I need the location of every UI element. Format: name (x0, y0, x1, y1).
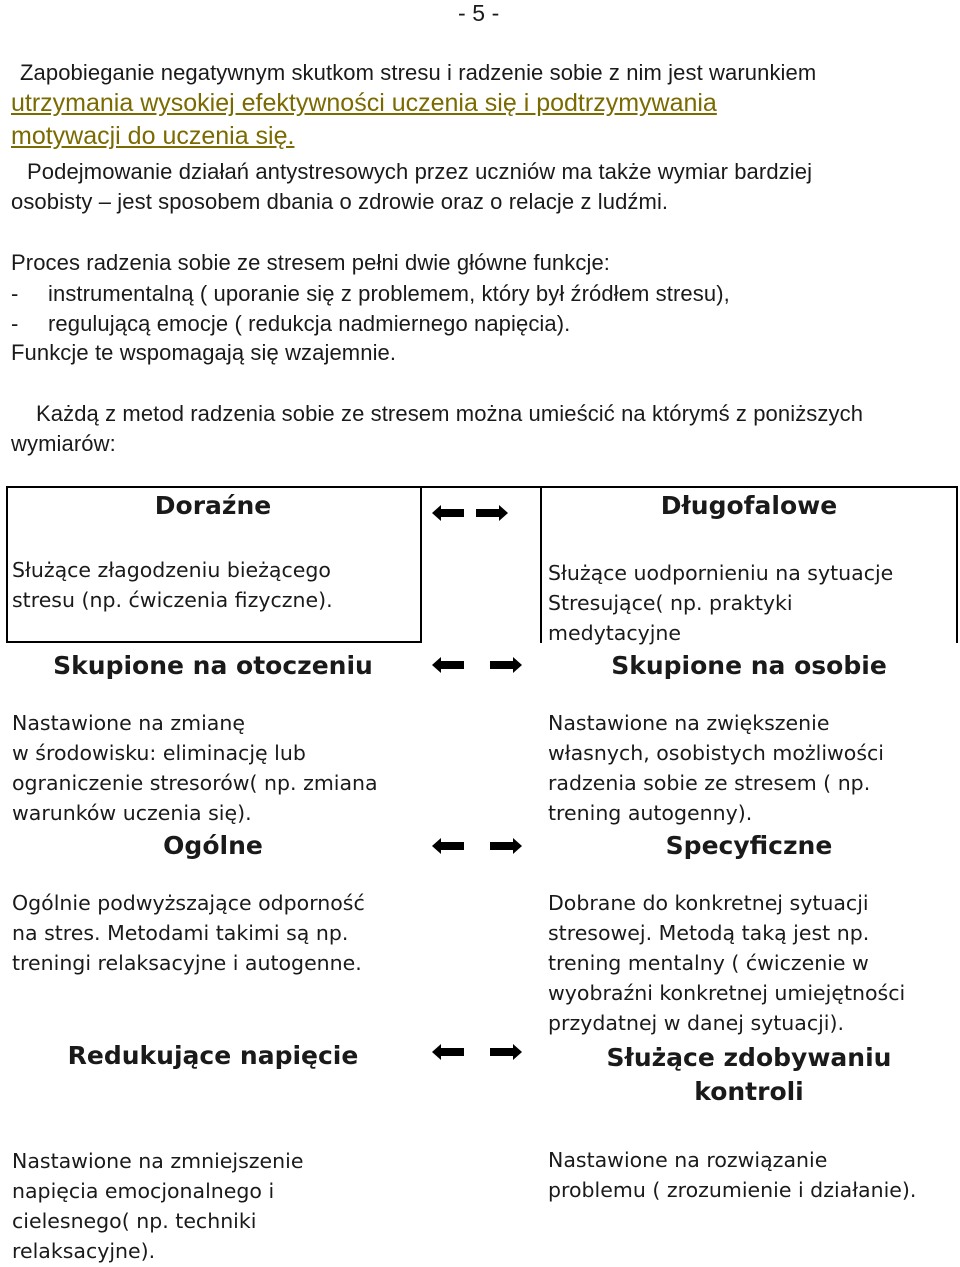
functions-closing: Funkcje te wspomagają się wzajemnie. (11, 340, 397, 365)
row-3-left-desc-line-1: Ogólnie podwyższające odporność (12, 891, 365, 915)
row-4-left-desc-line-3: cielesnego( np. techniki (12, 1209, 257, 1233)
arrow-right-icon (476, 505, 508, 521)
arrow-left-icon (432, 505, 464, 521)
arrow-right-icon (490, 838, 522, 854)
intro-line-4: osobisty – jest sposobem dbania o zdrowie oraz o relacje z ludźmi. (11, 189, 669, 214)
row-2-left-desc-line-1: Nastawione na zmianę (12, 711, 245, 735)
row-3-right-desc-line-4: wyobraźni konkretnej umiejętności (548, 981, 906, 1005)
row-1-left-desc-line-2: stresu (np. ćwiczenia fizyczne). (12, 588, 333, 612)
table-right-border (956, 486, 958, 643)
row-4-left-desc-line-4: relaksacyjne). (12, 1239, 156, 1263)
row-4-left-desc-line-2: napięcia emocjonalnego i (12, 1179, 275, 1203)
row-1-right-desc-line-1: Służące uodpornieniu na sytuacje (548, 561, 894, 585)
arrow-left-icon (432, 838, 464, 854)
row-3-right-desc-line-2: stresowej. Metodą taką jest np. (548, 921, 870, 945)
row-2-left-desc-line-3: ograniczenie stresorów( np. zmiana (12, 771, 378, 795)
arrow-right-icon (490, 1044, 522, 1060)
row-4-right-title: Służące zdobywaniu kontroli (606, 1043, 892, 1106)
row-2-left-title: Skupione na otoczeniu (53, 651, 373, 680)
arrow-left-icon (432, 1044, 464, 1060)
arrow-left-icon (432, 657, 464, 673)
row-3-left-desc-line-2: na stres. Metodami takimi są np. (12, 921, 349, 945)
row-1-right-title: Długofalowe (660, 491, 838, 520)
table-mid-border-left (420, 486, 422, 643)
row-2-right-desc-line-4: trening autogenny). (548, 801, 753, 825)
table-mid-border-right (540, 486, 542, 643)
table-row-divider (6, 641, 422, 643)
row-2-left-desc-line-4: warunków uczenia się). (12, 801, 252, 825)
row-4-left-title: Redukujące napięcie (67, 1041, 359, 1070)
row-3-right-desc-line-5: przydatnej w danej sytuacji). (548, 1011, 845, 1035)
arrow-right-icon (490, 657, 522, 673)
table-left-border (6, 486, 8, 643)
row-2-right-desc-line-2: własnych, osobistych możliwości (548, 741, 884, 765)
row-1-right-desc-line-3: medytacyjne (548, 621, 682, 645)
row-1-left-desc-line-1: Służące złagodzeniu bieżącego (12, 558, 331, 582)
row-1-left-title: Doraźne (154, 491, 272, 520)
functions-item-1: instrumentalną ( uporanie się z problemem, który był źródłem stresu), (48, 281, 730, 306)
dimensions-intro-line-2: wymiarów: (11, 431, 116, 456)
row-3-right-desc-line-1: Dobrane do konkretnej sytuacji (548, 891, 869, 915)
row-3-right-title: Specyficzne (665, 831, 833, 860)
row-4-right-desc-line-2: problemu ( zrozumienie i działanie). (548, 1178, 917, 1202)
table-top-border (6, 486, 958, 488)
row-2-right-desc-line-3: radzenia sobie ze stresem ( np. (548, 771, 871, 795)
functions-bullet-2: - (11, 311, 19, 336)
intro-line-1: Zapobieganie negatywnym skutkom stresu i radzenie sobie z nim jest warunkiem (20, 60, 817, 85)
functions-lead: Proces radzenia sobie ze stresem pełni dwie główne funkcje: (11, 250, 610, 275)
row-1-right-desc-line-2: Stresujące( np. praktyki (548, 591, 793, 615)
row-2-left-desc-line-2: w środowisku: eliminację lub (12, 741, 306, 765)
intro-line-3: Podejmowanie działań antystresowych przez uczniów ma także wymiar bardziej (27, 159, 813, 184)
intro-link-line-2[interactable]: motywacji do uczenia się. (11, 122, 295, 150)
row-3-left-desc-line-3: treningi relaksacyjne i autogenne. (12, 951, 362, 975)
row-4-right-desc-line-1: Nastawione na rozwiązanie (548, 1148, 828, 1172)
dimensions-intro-line-1: Każdą z metod radzenia sobie ze stresem można umieścić na którymś z poniższych (36, 401, 864, 426)
functions-item-2: regulującą emocje ( redukcja nadmiernego napięcia). (48, 311, 571, 336)
row-2-right-title: Skupione na osobie (611, 651, 887, 680)
row-3-left-title: Ogólne (163, 831, 263, 860)
functions-bullet-1: - (11, 281, 19, 306)
row-3-right-desc-line-3: trening mentalny ( ćwiczenie w (548, 951, 869, 975)
row-2-right-desc-line-1: Nastawione na zwiększenie (548, 711, 830, 735)
page-number: - 5 - (458, 0, 500, 26)
row-4-left-desc-line-1: Nastawione na zmniejszenie (12, 1149, 304, 1173)
intro-link-line-1[interactable]: utrzymania wysokiej efektywności uczenia się i podtrzymywania (11, 89, 717, 117)
